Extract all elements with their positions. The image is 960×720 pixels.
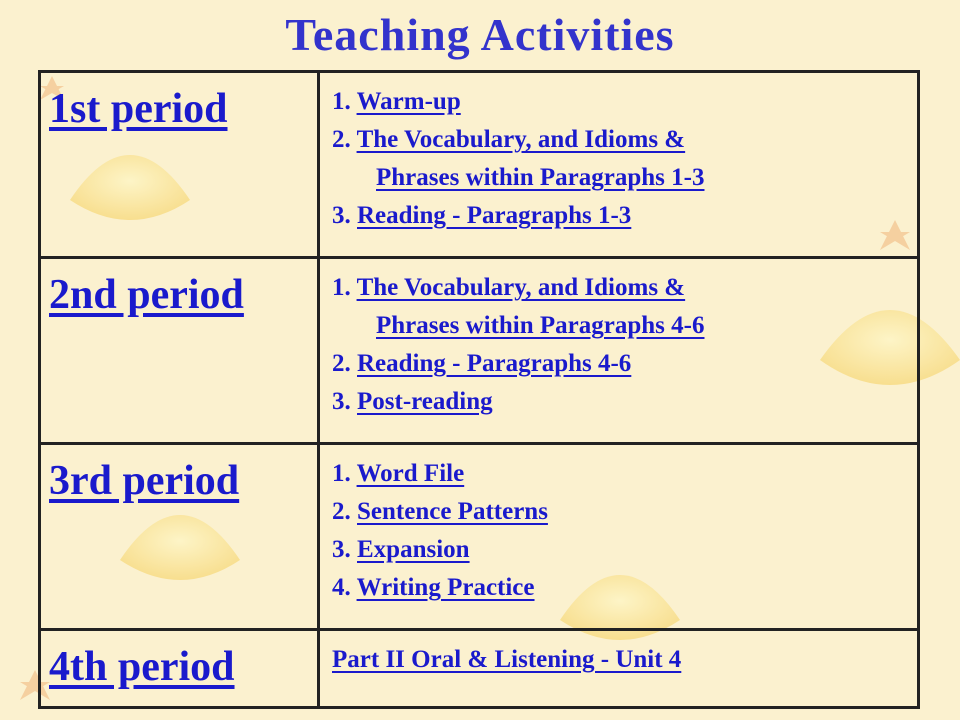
list-item: 3. Post-reading: [332, 388, 493, 415]
activities-table: [38, 70, 920, 709]
list-item: 1. Word File: [332, 460, 465, 487]
period-link-2[interactable]: 2nd period: [49, 272, 244, 318]
list-item: 3. Reading - Paragraphs 1-3: [332, 202, 632, 229]
list-item: [332, 641, 917, 679]
vocabulary-link-2[interactable]: The Vocabulary, and Idioms &: [356, 274, 686, 301]
vocabulary-link-1-cont[interactable]: Phrases within Paragraphs 1-3: [376, 164, 705, 191]
table-row: [40, 72, 919, 258]
word-file-link[interactable]: Word File: [356, 460, 465, 487]
list-item-continuation: [332, 307, 917, 345]
items-cell: [319, 444, 919, 630]
period-cell: [40, 444, 319, 630]
list-item: 2. The Vocabulary, and Idioms &: [332, 126, 686, 153]
period-link-1[interactable]: 1st period: [49, 86, 228, 132]
post-reading-link[interactable]: Post-reading: [357, 388, 493, 415]
table-row: [40, 444, 919, 630]
period-cell: [40, 258, 319, 444]
oral-listening-link[interactable]: Part II Oral & Listening - Unit 4: [332, 646, 682, 673]
period-link-3[interactable]: 3rd period: [49, 458, 240, 504]
items-cell: [319, 258, 919, 444]
table-row: [40, 630, 919, 708]
list-item: 2. Reading - Paragraphs 4-6: [332, 350, 632, 377]
period-cell: [40, 72, 319, 258]
list-item: 3. Expansion: [332, 536, 470, 563]
list-item: 1. Warm-up: [332, 88, 461, 115]
page-title: Teaching Activities: [285, 9, 675, 60]
vocabulary-link-1[interactable]: The Vocabulary, and Idioms &: [356, 126, 686, 153]
warm-up-link[interactable]: Warm-up: [356, 88, 461, 115]
period-cell: [40, 630, 319, 708]
reading-link-1[interactable]: Reading - Paragraphs 1-3: [357, 202, 632, 229]
list-item: 2. Sentence Patterns: [332, 498, 548, 525]
items-cell: [319, 630, 919, 708]
table-row: [40, 258, 919, 444]
writing-practice-link[interactable]: Writing Practice: [356, 574, 535, 601]
sentence-patterns-link[interactable]: Sentence Patterns: [357, 498, 548, 525]
vocabulary-link-2-cont[interactable]: Phrases within Paragraphs 4-6: [376, 312, 705, 339]
list-item: 4. Writing Practice: [332, 574, 535, 601]
expansion-link[interactable]: Expansion: [357, 536, 470, 563]
list-item: 1. The Vocabulary, and Idioms &: [332, 274, 686, 301]
period-link-4[interactable]: 4th period: [49, 644, 235, 690]
items-cell: [319, 72, 919, 258]
reading-link-2[interactable]: Reading - Paragraphs 4-6: [357, 350, 632, 377]
list-item-continuation: [332, 159, 917, 197]
